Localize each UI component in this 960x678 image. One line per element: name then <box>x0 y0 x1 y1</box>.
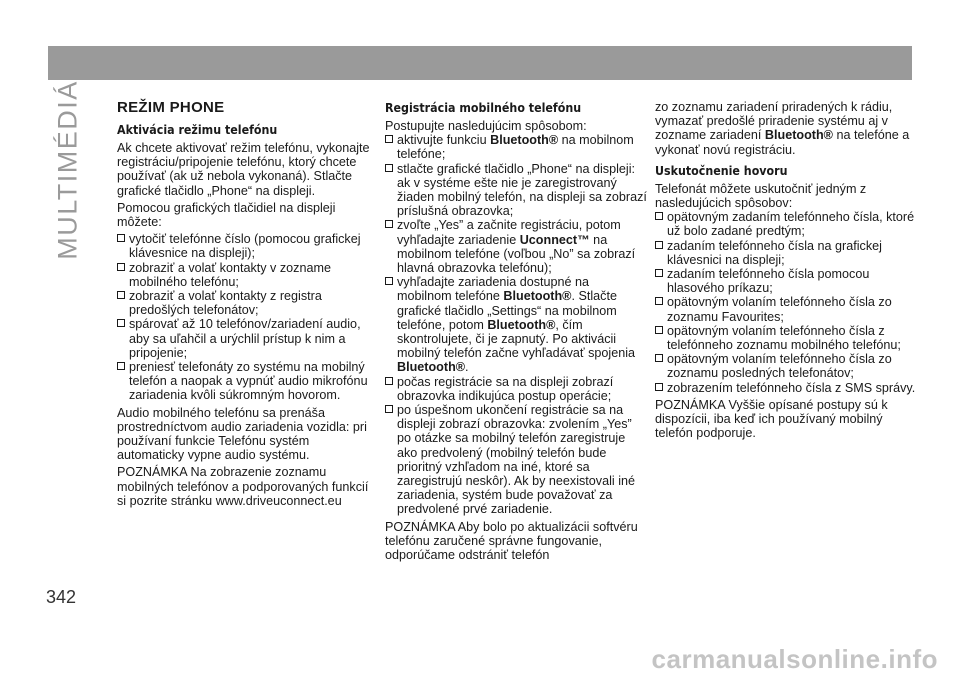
list-item: zvoľte „Yes” a začnite registráciu, potom vyhľadajte zariadenie Uconnect™ na mobilnom telefóne (voľbou „No” sa zobrazí hlavná obrazovka telefónu); <box>385 218 647 275</box>
list-item: vyhľadajte zariadenia dostupné na mobilnom telefóne Bluetooth®. Stlačte grafické tlačidlo „Settings“ na mobilnom telefóne, potom Bluetooth®, čím skontrolujete, či je zapnutý. Po aktivácii mobilný telefón začne vyhľadávať spojenia Bluetooth®. <box>385 275 647 374</box>
list-item: spárovať až 10 telefónov/zariadení audio, aby sa uľahčil a urýchlil prístup k nim a pripojenie; <box>117 317 379 360</box>
list-item: opätovným volaním telefónneho čísla zo zoznamu Favourites; <box>655 295 917 323</box>
section-heading-call: Uskutočnenie hovoru <box>655 162 788 178</box>
list-item: vytočiť telefónne číslo (pomocou grafickej klávesnice na displeji); <box>117 232 379 260</box>
column-2 <box>385 100 647 565</box>
list-item: opätovným zadaním telefónneho čísla, ktoré už bolo zadané predtým; <box>655 210 917 238</box>
page-number: 342 <box>46 587 77 607</box>
list-item: počas registrácie sa na displeji zobrazí obrazovka indikujúca postup operácie; <box>385 375 647 403</box>
list-item: zobraziť a volať kontakty v zozname mobilného telefónu; <box>117 261 379 289</box>
list-item: aktivujte funkciu Bluetooth® na mobilnom telefóne; <box>385 133 647 161</box>
footer-watermark <box>0 644 960 678</box>
paragraph: zo zoznamu zariadení priradených k rádiu, vymazať predošlé priradenie systému aj v zozname zariadení Bluetooth® na telefóne a vykonať novú registráciu. <box>655 100 910 157</box>
header-bar <box>48 46 912 80</box>
paragraph: Ak chcete aktivovať režim telefónu, vykonajte registráciu/pripojenie telefónu, ktorý chcete používať (ak už nebola vykonaná). Stlačte grafické tlačidlo „Phone“ na displeji. <box>117 141 370 198</box>
section-heading-activation: Aktivácia režimu telefónu <box>117 122 278 137</box>
list-item: zadaním telefónneho čísla pomocou hlasového príkazu; <box>655 267 917 295</box>
watermark-text: carmanualsonline.info <box>651 644 938 674</box>
list-item: opätovným volaním telefónneho čísla z telefónneho zoznamu mobilného telefónu; <box>655 324 917 352</box>
paragraph: Telefonát môžete uskutočniť jedným z nasledujúcich spôsobov: <box>655 181 867 211</box>
list-item: stlačte grafické tlačidlo „Phone“ na displeji: ak v systéme ešte nie je zaregistrovaný žiaden mobilný telefón, na displeji sa zobrazí príslušná obrazovka; <box>385 162 647 219</box>
list-item: zobrazením telefónneho čísla z SMS správy. <box>655 381 917 395</box>
list-item: opätovným volaním telefónneho čísla zo zoznamu posledných telefonátov; <box>655 352 917 380</box>
column-3 <box>655 100 917 443</box>
page-title: REŽIM PHONE <box>117 99 225 116</box>
note-paragraph: POZNÁMKA Na zobrazenie zoznamu mobilných telefónov a podporovaných funkcií si pozrite stránku www.driveuconnect.eu <box>117 465 369 508</box>
list-item: preniesť telefonáty zo systému na mobilný telefón a naopak a vypnúť audio mikrofónu zariadenia kvôli súkromným hovorom. <box>117 360 379 403</box>
list-item: po úspešnom ukončení registrácie sa na displeji zobrazí obrazovka: zvolením „Yes” po otázke sa mobilný telefón zaregistruje ako predvolený (mobilný telefón bude prioritný vzhľadom na iné, ktoré sa zaregistrujú neskôr). Ak by neexistovali iné zariadenia, systém bude považovať za predvolené prvé zariadenie. <box>385 403 647 517</box>
paragraph: Pomocou grafických tlačidiel na displeji môžete: <box>117 200 336 230</box>
section-heading-registration: Registrácia mobilného telefónu <box>385 100 582 115</box>
column-1 <box>117 100 379 511</box>
list-item: zobraziť a volať kontakty z registra predošlých telefonátov; <box>117 289 379 317</box>
list-item: zadaním telefónneho čísla na grafickej klávesnici na displeji; <box>655 239 917 267</box>
note-paragraph: POZNÁMKA Aby bolo po aktualizácii softvéru telefónu zaručené správne fungovanie, odporúčame odstrániť telefón <box>385 519 638 563</box>
paragraph: Audio mobilného telefónu sa prenáša prostredníctvom audio zariadenia vozidla: pri používaní funkcie Telefónu systém automaticky vypne audio systému. <box>117 405 367 463</box>
paragraph: Postupujte nasledujúcim spôsobom: <box>385 119 587 133</box>
note-paragraph: POZNÁMKA Vyššie opísané postupy sú k dispozícii, iba keď ich používaný mobilný telefón podporuje. <box>655 397 888 441</box>
section-side-label: MULTIMÉDIÁ <box>52 80 83 260</box>
